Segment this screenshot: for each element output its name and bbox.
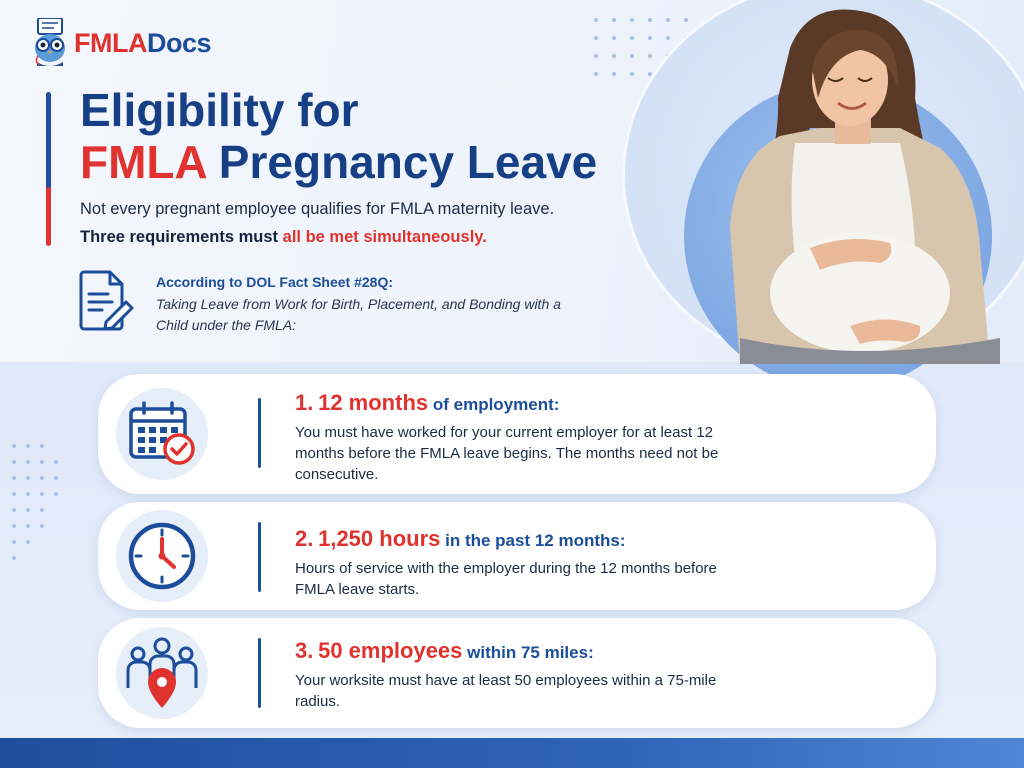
requirement-heading-rest: within 75 miles: [467,643,594,662]
requirement-heading-rest: of employment: [432,395,560,414]
requirement-number: 2. [295,526,314,551]
requirement-icon-circle [116,627,208,719]
footer-bar [0,738,1024,768]
requirement-icon-circle [116,388,208,480]
calendar-check-icon [127,401,197,467]
brand-name [74,28,211,59]
requirement-body-3: Your worksite must have at least 50 employees within a 75-mile radius. [295,672,717,710]
card-divider [258,638,261,708]
page-title [80,84,597,188]
requirement-highlight: 12 months [318,390,429,415]
title-accent-bar [46,92,51,246]
brand-name-part2: Docs [146,27,212,58]
requirement-heading-2 [295,526,626,552]
decorative-dots-left [10,442,66,566]
requirement-card-2 [98,502,936,610]
requirement-icon-circle [116,510,208,602]
document-edit-icon [78,270,134,332]
title-line2: Pregnancy Leave [206,136,598,188]
subtitle-line2-highlight: all be met simultaneously. [282,228,487,246]
requirement-heading-3 [295,638,594,664]
people-location-icon [124,636,200,710]
requirement-card-1 [98,374,936,494]
pregnant-woman-photo [700,8,1020,364]
owl-doctor-icon [32,18,68,68]
brand-logo[interactable] [32,18,211,68]
reference-title: According to DOL Fact Sheet #28Q: [156,274,394,290]
title-highlight: FMLA [80,136,207,188]
requirement-body-1: You must have worked for your current employer for at least 12 months before the FMLA leave begins. The months need not be consecutive. [295,424,719,483]
requirement-card-3 [98,618,936,728]
clock-icon [126,520,198,592]
requirement-highlight: 50 employees [318,638,463,663]
subtitle-line2 [80,228,487,247]
brand-name-part1: FMLA [74,27,147,58]
requirement-highlight: 1,250 hours [318,526,441,551]
card-divider [258,522,261,592]
requirement-heading-1 [295,390,559,416]
title-line1: Eligibility for [80,84,359,136]
requirement-number: 1. [295,390,314,415]
requirement-heading-rest: in the past 12 months: [445,531,626,550]
requirement-body-2: Hours of service with the employer during the 12 months before FMLA leave starts. [295,560,717,598]
subtitle-line1: Not every pregnant employee qualifies for FMLA maternity leave. [80,200,555,218]
subtitle-line2-prefix: Three requirements must [80,228,283,246]
requirement-number: 3. [295,638,314,663]
reference-body: Taking Leave from Work for Birth, Placement, and Bonding with a Child under the FMLA: [156,296,561,333]
card-divider [258,398,261,468]
